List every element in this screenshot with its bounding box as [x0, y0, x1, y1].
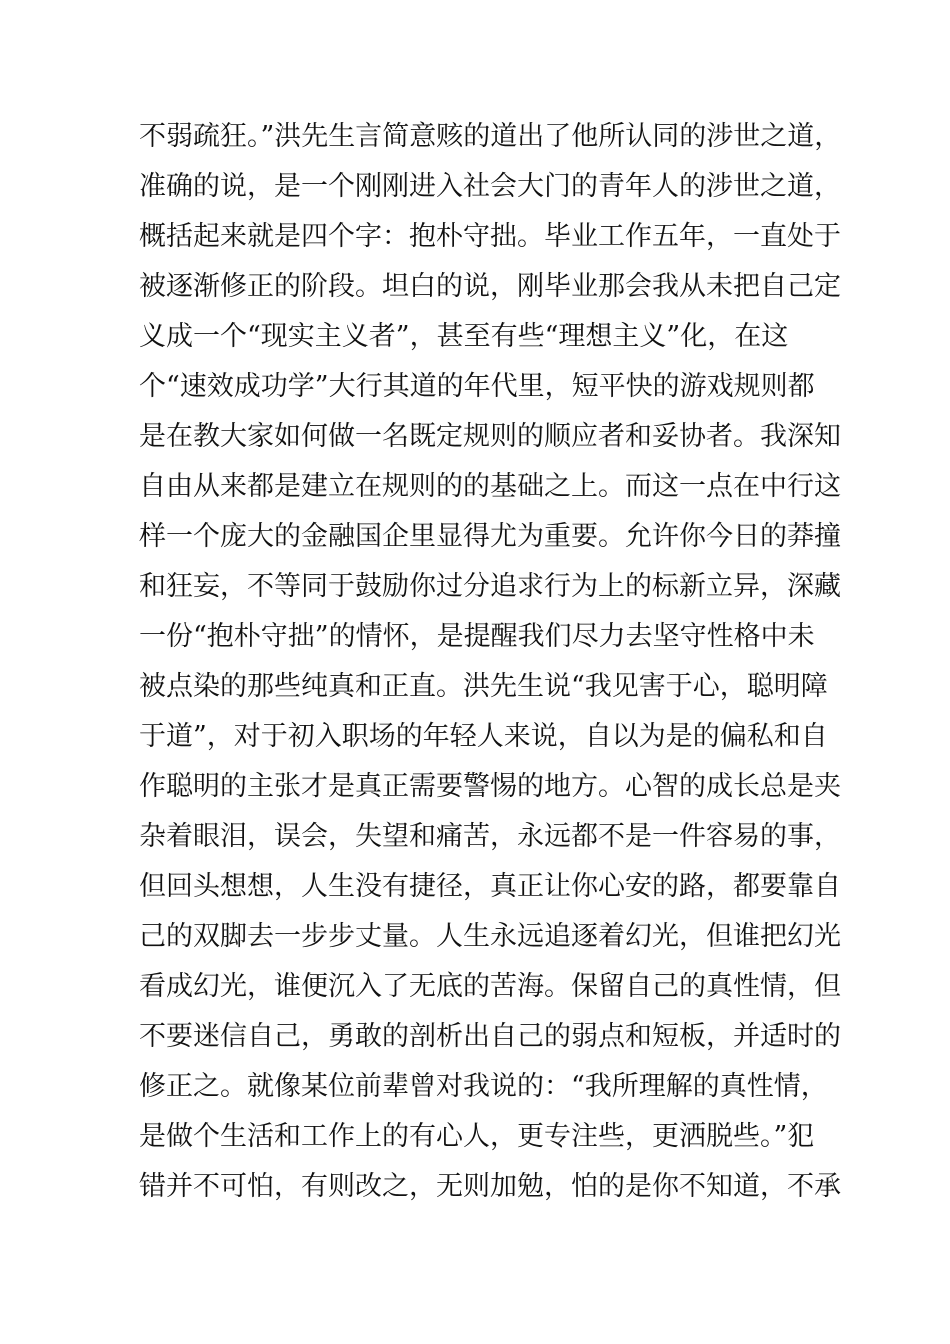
text-line: 杂着眼泪，误会，失望和痛苦，永远都不是一件容易的事，: [139, 821, 841, 852]
text-line: 被逐渐修正的阶段。坦白的说，刚毕业那会我从未把自己定: [139, 271, 841, 302]
text-line: 于道”，对于初入职场的年轻人来说，自以为是的偏私和自: [139, 721, 828, 752]
text-line: 己的双脚去一步步丈量。人生永远追逐着幻光，但谁把幻光: [139, 921, 841, 952]
text-line: 准确的说，是一个刚刚进入社会大门的青年人的涉世之道，: [139, 171, 841, 202]
text-line: 和狂妄，不等同于鼓励你过分追求行为上的标新立异，深藏: [139, 571, 841, 602]
text-line: 个“速效成功学”大行其道的年代里，短平快的游戏规则都: [139, 371, 815, 402]
text-line: 但回头想想，人生没有捷径，真正让你心安的路，都要靠自: [139, 871, 841, 902]
text-line: 不要迷信自己，勇敢的剖析出自己的弱点和短板，并适时的: [139, 1021, 841, 1052]
text-line: 看成幻光，谁便沉入了无底的苦海。保留自己的真性情，但: [139, 971, 841, 1002]
text-line: 是做个生活和工作上的有心人，更专注些，更洒脱些。”犯: [139, 1121, 815, 1152]
text-line: 作聪明的主张才是真正需要警惕的地方。心智的成长总是夹: [139, 771, 841, 802]
text-line: 义成一个“现实主义者”，甚至有些“理想主义”化，在这: [139, 321, 789, 352]
text-line: 修正之。就像某位前辈曾对我说的：“我所理解的真性情，: [139, 1071, 828, 1102]
text-line: 被点染的那些纯真和正直。洪先生说“我见害于心，聪明障: [139, 671, 828, 702]
text-line: 一份“抱朴守拙”的情怀，是提醒我们尽力去坚守性格中未: [139, 621, 815, 652]
text-line: 样一个庞大的金融国企里显得尤为重要。允许你今日的莽撞: [139, 521, 841, 552]
text-line: 概括起来就是四个字：抱朴守拙。毕业工作五年，一直处于: [139, 221, 841, 252]
text-line: 不弱疏狂。”洪先生言简意赅的道出了他所认同的涉世之道，: [139, 121, 842, 152]
body-text: [139, 112, 842, 1212]
text-line: 是在教大家如何做一名既定规则的顺应者和妥协者。我深知: [139, 421, 841, 452]
text-line: 自由从来都是建立在规则的的基础之上。而这一点在中行这: [139, 471, 841, 502]
text-line: 错并不可怕，有则改之，无则加勉，怕的是你不知道，不承: [139, 1171, 841, 1202]
